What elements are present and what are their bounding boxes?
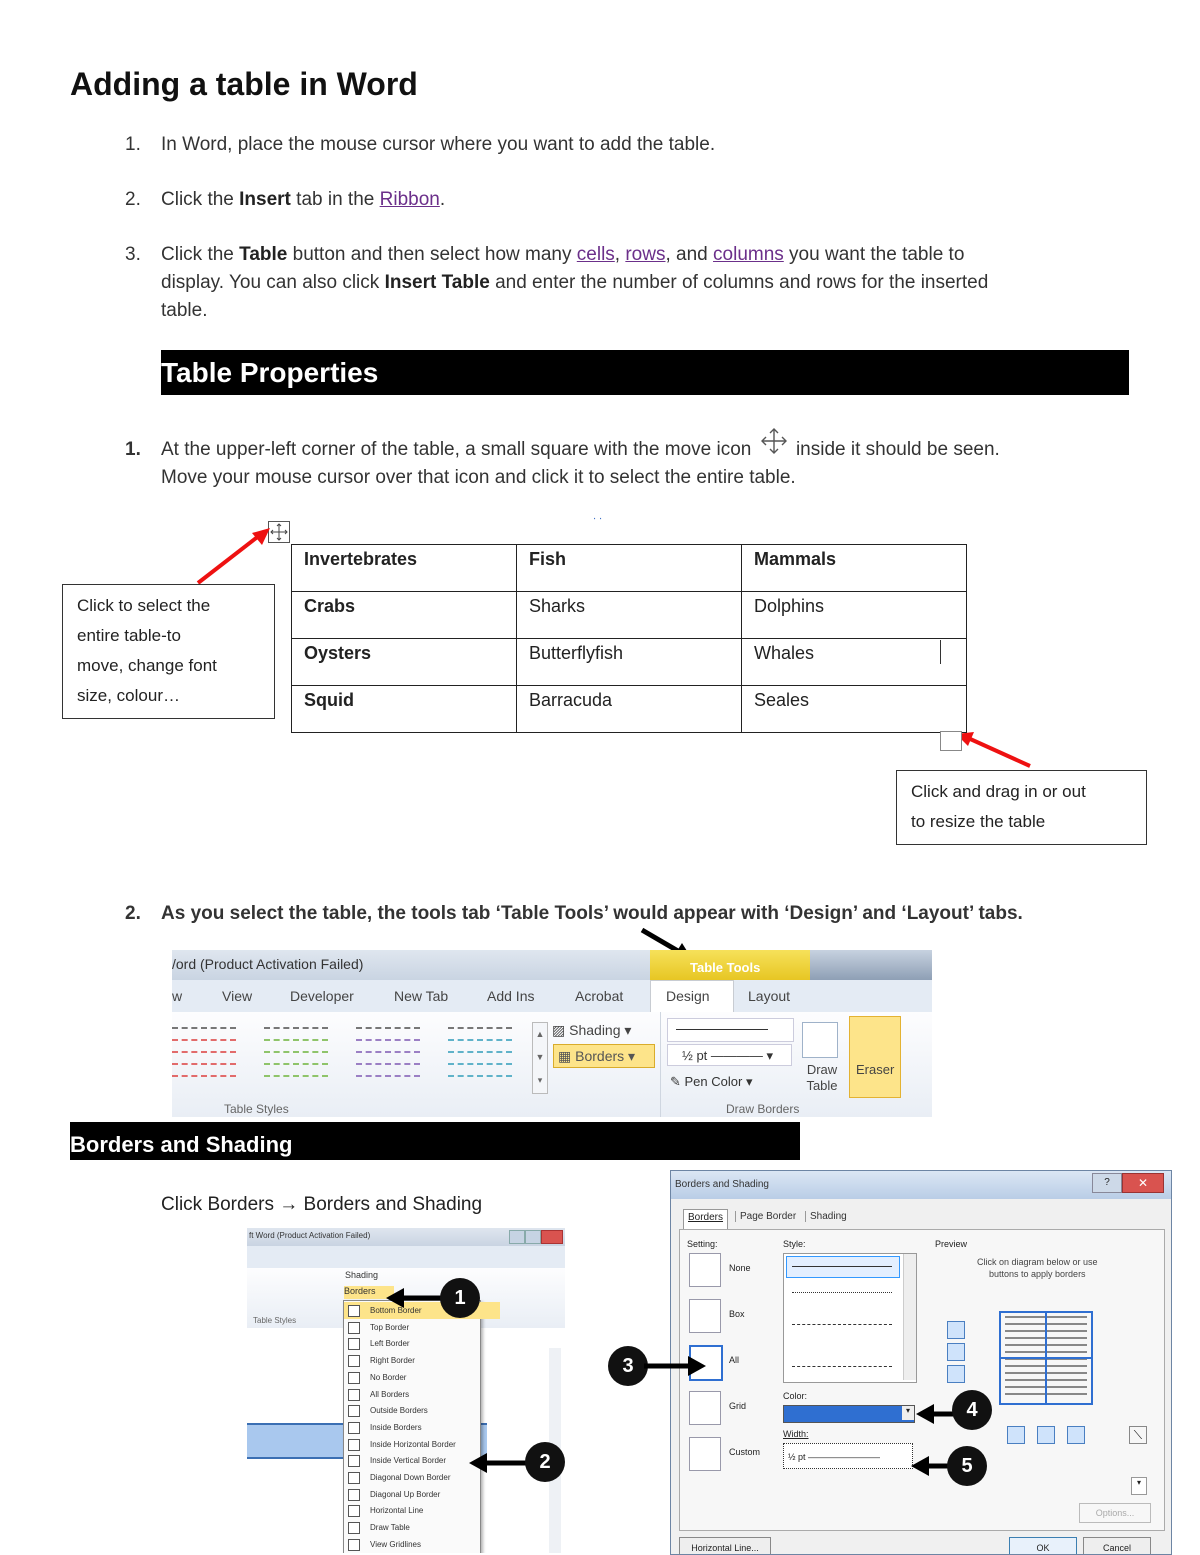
draw-table-button[interactable]: Draw Table: [806, 1062, 838, 1093]
table-cell: Butterflyfish: [517, 639, 742, 686]
options-button[interactable]: Options...: [1079, 1503, 1151, 1523]
border-option-icon: [348, 1472, 360, 1484]
menu-item[interactable]: Outside Borders: [344, 1402, 500, 1419]
tab-add-ins[interactable]: Add Ins: [487, 988, 535, 1004]
menu-item[interactable]: Inside Vertical Border: [344, 1452, 500, 1469]
callout-select-table: Click to select the entire table-to move, change font size, colour…: [62, 584, 275, 719]
insert-tab-term: Insert: [239, 189, 291, 210]
borders-shading-dialog: Borders and Shading ? ✕ Borders Page Border Shading Setting: None Box All Grid Custom Style: Color: ▾ Width: ½ pt ———————— Preview Click on diagram below or use buttons to apply borders ⟍ ▾ Options... Horizontal Line... OK Cancel: [670, 1170, 1172, 1555]
border-option-icon: [348, 1439, 360, 1451]
top-border-toggle[interactable]: [947, 1321, 965, 1339]
tab-layout[interactable]: Layout: [748, 988, 791, 1004]
table-row: [292, 545, 967, 592]
menu-item[interactable]: Horizontal Line: [344, 1502, 500, 1519]
border-option-icon: [348, 1405, 360, 1417]
border-option-icon: [348, 1505, 360, 1517]
setting-option[interactable]: Box: [687, 1297, 777, 1337]
setting-option[interactable]: Grid: [687, 1389, 777, 1429]
menu-item[interactable]: Diagonal Down Border: [344, 1469, 500, 1486]
menu-item[interactable]: View Gridlines: [344, 1536, 500, 1553]
tab-view[interactable]: View: [222, 988, 253, 1004]
border-option-icon: [348, 1455, 360, 1467]
border-option-icon: [348, 1422, 360, 1434]
line-weight-select[interactable]: ½ pt ———— ▾: [667, 1044, 792, 1066]
tab-page-border[interactable]: Page Border: [735, 1211, 796, 1222]
cells-link[interactable]: cells: [576, 244, 615, 265]
ribbon-screenshot: /ord (Product Activation Failed) Table Tools w View Developer New Tab Add Ins Acrobat Design Layout ▲ ▼ ▾ Table Styles ▨ Shading ▾ ▦ Borders ▾ ½ pt ———— ▾ ✎ Pen Color ▾ Draw Table Eraser Draw Borders: [172, 950, 932, 1117]
borders-menu-screenshot: ft Word (Product Activation Failed) Table Styles Shading Borders Bottom Border Top Border Left Border Right Border No Border All Borders Outside Borders Inside Borders Inside Horizontal Border Inside Vertical Border Diagonal Down Border Diagonal Up Border Horizontal Line Draw Table View Gridlines: [247, 1228, 565, 1553]
menu-item[interactable]: Inside Horizontal Border: [344, 1436, 500, 1453]
border-option-icon: [348, 1522, 360, 1534]
border-option-icon: [348, 1322, 360, 1334]
table-row: [292, 639, 967, 686]
help-button[interactable]: ?: [1092, 1173, 1122, 1193]
line-style-select[interactable]: [667, 1018, 794, 1042]
borders-instruction: Click Borders → Borders and Shading: [161, 1194, 483, 1215]
table-cell: Fish: [517, 545, 742, 592]
table-row: [292, 592, 967, 639]
color-select[interactable]: [783, 1405, 915, 1423]
shading-button[interactable]: ▨ Shading ▾: [552, 1022, 632, 1038]
step-number: 3.: [125, 244, 141, 265]
table-style-swatch[interactable]: [356, 1025, 420, 1081]
table-style-swatch[interactable]: [172, 1025, 236, 1081]
table-row: [292, 686, 967, 733]
table-cell: Crabs: [292, 592, 517, 639]
setting-icon: [689, 1299, 721, 1333]
border-option-icon: [348, 1355, 360, 1367]
table-cell: Barracuda: [517, 686, 742, 733]
pen-color-button[interactable]: ✎ Pen Color ▾: [670, 1074, 753, 1089]
gallery-scroll[interactable]: ▲ ▼ ▾: [532, 1022, 548, 1094]
step-badge-2: 2: [525, 1442, 565, 1482]
step-number: 2.: [125, 189, 141, 210]
step-badge-4: 4: [952, 1390, 992, 1430]
setting-icon: [689, 1253, 721, 1287]
borders-dropdown-menu: [343, 1300, 481, 1553]
eraser-button[interactable]: [849, 1016, 901, 1098]
preview-diagram[interactable]: [999, 1311, 1093, 1405]
setting-option[interactable]: All: [687, 1343, 777, 1383]
table-cell: Dolphins: [742, 592, 967, 639]
stray-mark: ⋅ ⋅: [593, 514, 603, 525]
bottom-border-toggle[interactable]: [947, 1365, 965, 1383]
step-badge-1: 1: [440, 1278, 480, 1318]
menu-item[interactable]: Right Border: [344, 1352, 500, 1369]
menu-item[interactable]: Left Border: [344, 1335, 500, 1352]
step-number: 1.: [125, 134, 141, 155]
tab-shading[interactable]: Shading: [805, 1211, 847, 1222]
step-badge-5: 5: [947, 1446, 987, 1486]
arrow-3-icon: [640, 1346, 710, 1386]
apply-to-select[interactable]: ▾: [1131, 1477, 1147, 1495]
menu-item[interactable]: Draw Table: [344, 1519, 500, 1536]
tab-new-tab[interactable]: New Tab: [394, 988, 449, 1004]
ok-button[interactable]: OK: [1009, 1537, 1077, 1555]
diagonal-border-toggle[interactable]: ⟍: [1129, 1426, 1147, 1444]
draw-table-icon[interactable]: [802, 1022, 838, 1058]
close-icon[interactable]: ✕: [1122, 1173, 1164, 1193]
columns-link[interactable]: columns: [713, 244, 784, 265]
table-cell: Oysters: [292, 639, 517, 686]
width-select[interactable]: ½ pt ————————: [783, 1443, 913, 1469]
tab-w[interactable]: w: [172, 988, 183, 1004]
center-border-toggle[interactable]: [1037, 1426, 1055, 1444]
border-option-icon: [348, 1539, 360, 1551]
tab-developer[interactable]: Developer: [290, 988, 354, 1004]
menu-item[interactable]: Inside Borders: [344, 1419, 500, 1436]
line-style-list[interactable]: [783, 1253, 917, 1383]
section-table-properties: Table Properties: [161, 350, 1129, 395]
middle-border-toggle[interactable]: [947, 1343, 965, 1361]
tab-acrobat[interactable]: Acrobat: [575, 988, 624, 1004]
dialog-title: Borders and Shading: [675, 1179, 769, 1190]
horizontal-line-button[interactable]: Horizontal Line...: [679, 1537, 771, 1555]
table-styles-gallery[interactable]: [172, 1025, 532, 1085]
move-icon: [757, 427, 791, 457]
callout-resize-table: Click and drag in or out to resize the table: [896, 770, 1147, 845]
tab-borders[interactable]: Borders: [683, 1209, 728, 1232]
cancel-button[interactable]: Cancel: [1083, 1537, 1151, 1555]
example-table: [291, 544, 967, 733]
border-option-icon: [348, 1389, 360, 1401]
right-border-toggle[interactable]: [1067, 1426, 1085, 1444]
ribbon-link[interactable]: Ribbon: [379, 189, 440, 210]
border-option-icon: [348, 1372, 360, 1384]
table-cell: Mammals: [742, 545, 967, 592]
menu-item[interactable]: No Border: [344, 1369, 500, 1386]
setting-icon: [689, 1437, 721, 1471]
step-badge-3: 3: [608, 1346, 648, 1386]
border-option-icon: [348, 1338, 360, 1350]
red-arrow-left-icon: [190, 525, 280, 590]
table-cell: Sharks: [517, 592, 742, 639]
table-cell: Invertebrates: [292, 545, 517, 592]
red-arrow-right-icon: [950, 728, 1040, 773]
setting-option[interactable]: Custom: [687, 1435, 777, 1475]
page-title: Adding a table in Word: [70, 66, 418, 102]
border-option-icon: [348, 1489, 360, 1501]
left-border-toggle[interactable]: [1007, 1426, 1025, 1444]
menu-item[interactable]: Bottom Border: [344, 1302, 500, 1319]
rows-link[interactable]: rows: [625, 244, 666, 265]
window-title: /ord (Product Activation Failed): [172, 956, 364, 972]
table-cell: Whales: [742, 639, 967, 686]
table-cell: Seales: [742, 686, 967, 733]
setting-option[interactable]: None: [687, 1251, 777, 1291]
table-cell: Squid: [292, 686, 517, 733]
text-cursor: [940, 640, 941, 664]
borders-button[interactable]: ▦ Borders ▾: [553, 1044, 655, 1068]
table-style-swatch[interactable]: [264, 1025, 328, 1081]
menu-item[interactable]: All Borders: [344, 1386, 500, 1403]
step-text: In Word, place the mouse cursor where you want to add the table.: [161, 134, 716, 155]
table-style-swatch[interactable]: [448, 1025, 512, 1081]
border-option-icon: [348, 1305, 360, 1317]
table-resize-handle[interactable]: [940, 731, 962, 751]
menu-item[interactable]: Top Border: [344, 1319, 500, 1336]
menu-item[interactable]: Diagonal Up Border: [344, 1486, 500, 1503]
section-borders-shading: Borders and Shading: [70, 1122, 800, 1160]
setting-icon: [689, 1391, 721, 1425]
